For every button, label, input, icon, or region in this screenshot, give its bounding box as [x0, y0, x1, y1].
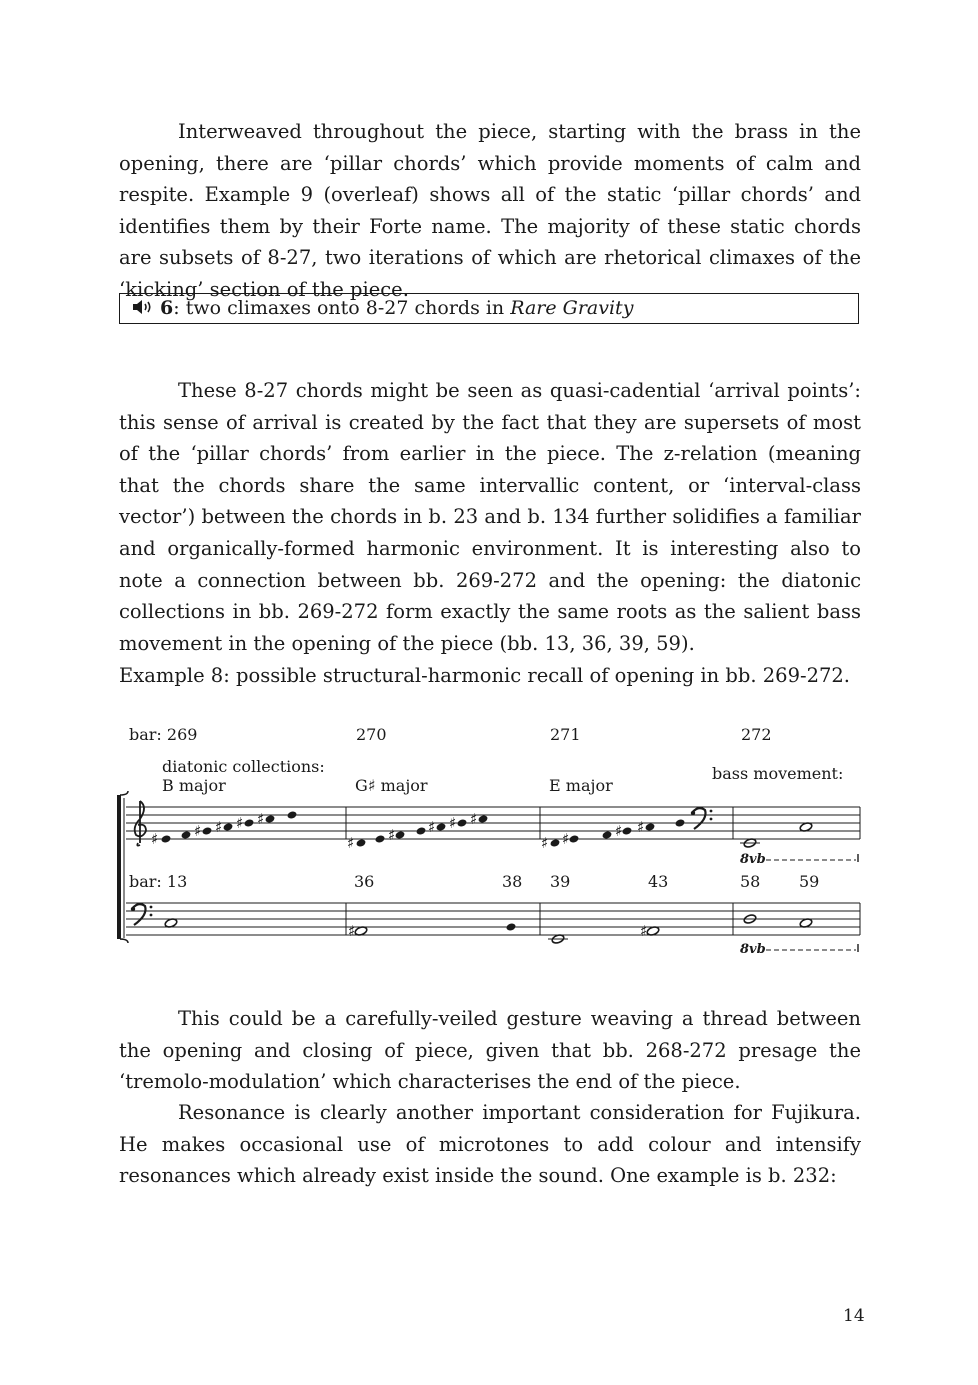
bass-clef-icon: [691, 808, 713, 829]
bar-number-39: 39: [550, 872, 571, 891]
audio-example-text: : two climaxes onto 8-27 chords in: [173, 297, 511, 319]
bar-number-43: 43: [648, 872, 669, 891]
bar-number-59: 59: [799, 872, 820, 891]
speaker-icon: [132, 295, 154, 324]
bar-number-36: 36: [354, 872, 375, 891]
ottava-bassa-lower: [740, 942, 858, 957]
music-notation-example: [110, 715, 870, 969]
svg-text:♯: ♯: [194, 822, 202, 840]
bottom-bar-label: bar: 13: [129, 872, 188, 891]
paragraph-3: This could be a carefully-veiled gesture weaving a thread between the opening and closing of piece, given that bb. 268-272 presage the ‘tremolo-modulation’ which characterises the end of the piece.: [119, 1007, 861, 1094]
svg-text:♯: ♯: [640, 922, 648, 940]
paragraph-4: Resonance is clearly another important consideration for Fujikura. He makes occasional use of microtones to add colour and intensify resonances which already exist inside the sound. One example is b. 232:: [119, 1101, 861, 1188]
bass-movement-notes: [740, 822, 813, 849]
svg-text:♯: ♯: [151, 830, 159, 848]
audio-example-title: Rare Gravity: [510, 297, 634, 319]
svg-text:♯: ♯: [257, 810, 265, 828]
svg-text:♯: ♯: [449, 814, 457, 832]
sharp-icon: [348, 922, 647, 940]
diatonic-collections-label: diatonic collections:: [162, 757, 325, 776]
bar-number-272: 272: [741, 725, 772, 744]
svg-text:♯: ♯: [615, 822, 623, 840]
paragraph-2: These 8-27 chords might be seen as quasi-cadential ‘arrival points’: this sense of arrival is created by the fact that they are supersets of most of the ‘pillar chords’ from earlier in the piece. The z-relation (meaning that the chords share the same intervallic content, or ‘interval-class vector’) between the chords in b. 23 and b. 134 further solidifies a familiar and organically-formed harmonic environment. It is interesting also to note a connection between bb. 269-272 and the opening: the diatonic collections in bb. 269-272 form exactly the same roots as the salient bass movement in the opening of the piece (bb. 13, 36, 39, 59).: [119, 379, 861, 655]
bar-number-271: 271: [550, 725, 581, 744]
svg-text:8vb: 8vb: [740, 852, 766, 867]
ottava-bassa-upper: [740, 852, 858, 867]
bar-number-58: 58: [740, 872, 761, 891]
paragraph-1: Interweaved throughout the piece, starting with the brass in the opening, there are ‘pillar chords’ which provide moments of calm and respite. Example 9 (overleaf) shows all of the static ‘pillar chords’ and identifies them by their Forte name. The majority of these static chords are subsets of 8-27, two iterations of which are rhetorical climaxes of the ‘kicking’ section of the piece.: [119, 120, 861, 301]
svg-text:♯: ♯: [428, 818, 436, 836]
opening-bass-notes: [164, 914, 813, 945]
svg-text:♯: ♯: [470, 810, 478, 828]
svg-text:♯: ♯: [215, 818, 223, 836]
svg-text:8vb: 8vb: [740, 942, 766, 957]
svg-text:♯: ♯: [388, 826, 396, 844]
bass-movement-label: bass movement:: [712, 764, 844, 783]
audio-example-number: 6: [160, 297, 174, 319]
key-label-g-sharp-major: G♯ major: [355, 776, 428, 795]
audio-example-box[interactable]: [119, 293, 859, 324]
key-label-e-major: E major: [549, 776, 613, 795]
top-bar-label: bar: 269: [129, 725, 198, 744]
bar-number-38: 38: [502, 872, 523, 891]
svg-text:♯: ♯: [541, 834, 549, 852]
page-number: 14: [843, 1306, 865, 1326]
svg-text:♯: ♯: [236, 814, 244, 832]
bass-clef-icon: [131, 904, 153, 925]
system-bracket: [117, 791, 128, 943]
svg-text:♯: ♯: [637, 818, 645, 836]
key-label-b-major: B major: [162, 776, 226, 795]
lower-staff: [126, 903, 860, 935]
svg-text:♯: ♯: [347, 834, 355, 852]
example-caption: Example 8: possible structural-harmonic recall of opening in bb. 269-272.: [119, 664, 850, 687]
svg-text:♯: ♯: [562, 830, 570, 848]
bar-number-270: 270: [356, 725, 387, 744]
opening-bass-notes-filled: [506, 922, 517, 931]
svg-text:♯: ♯: [348, 922, 356, 940]
